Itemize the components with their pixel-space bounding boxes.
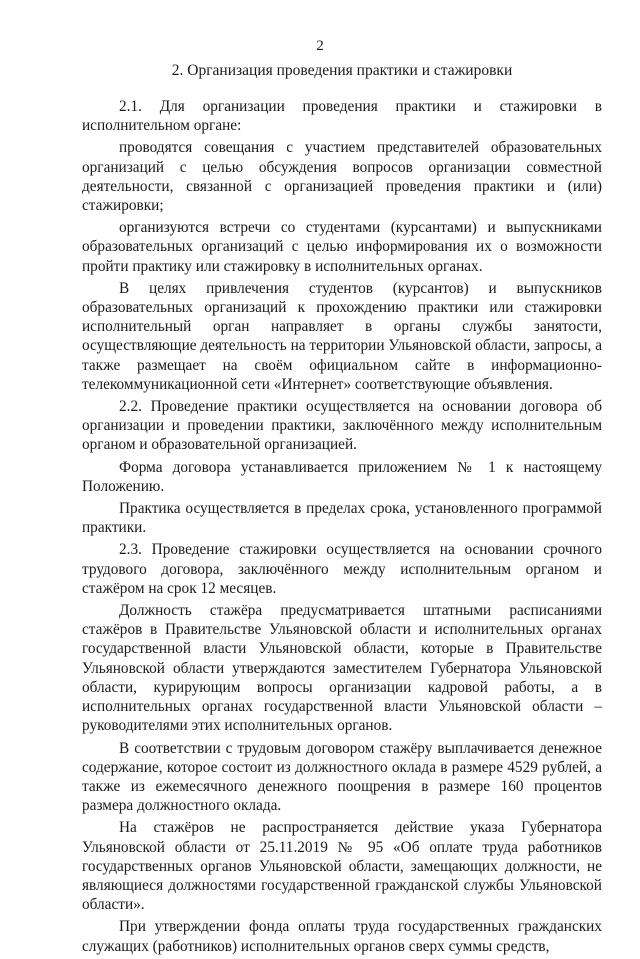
paragraph: 2.2. Проведение практики осуществляется на основании договора об организации и проведении практики, заключённого между исполнительным органом и образовательной организацией.: [82, 398, 602, 454]
paragraph: В соответствии с трудовым договором стажёру выплачивается денежное содержание, которое состоит из должностного оклада в размере 4529 рублей, а также из ежемесячного денежного поощрения в размере 160 процентов размера должностного оклада.: [82, 739, 602, 815]
document-body: [82, 97, 602, 959]
paragraph: На стажёров не распространяется действие указа Губернатора Ульяновской области от 25.11.2019 № 95 «Об оплате труда работников государственных органов Ульяновской области, замещающих должности, не являющиеся должностями государственной гражданской службы Ульяновской области».: [82, 819, 602, 914]
paragraph: 2.1. Для организации проведения практики и стажировки в исполнительном органе:: [82, 98, 602, 135]
paragraph: Форма договора устанавливается приложением № 1 к настоящему Положению.: [82, 458, 602, 495]
section-heading: 2. Организация проведения практики и стажировки: [171, 62, 513, 79]
page-number: 2: [316, 38, 324, 54]
paragraph: Практика осуществляется в пределах срока, установленного программой практики.: [82, 500, 602, 537]
paragraph: 2.3. Проведение стажировки осуществляется на основании срочного трудового договора, заключённого между исполнительным органом и стажёром на срок 12 месяцев.: [82, 541, 602, 597]
paragraph: проводятся совещания с участием представителей образовательных организаций с целью обсуждения вопросов организации совместной деятельности, связанной с организацией проведения практики и (или) стажировки;: [82, 139, 602, 215]
paragraph: При утверждении фонда оплаты труда государственных гражданских служащих (работников) исполнительных органов сверх суммы средств,: [82, 918, 602, 955]
paragraph: В целях привлечения студентов (курсантов) и выпускников образовательных организаций к прохождению практики или стажировки исполнительный орган направляет в органы службы занятости, осуществляющие деятельность на территории Ульяновской области, запросы, а также размещает на своём официальном сайте в информационно-телекоммуникационной сети «Интернет» соответствующие объявления.: [82, 279, 602, 393]
paragraph: Должность стажёра предусматривается штатными расписаниями стажёров в Правительстве Ульяновской области и исполнительных органах государственной власти Ульяновской области, которые в Правительстве Ульяновской области утверждаются заместителем Губернатора Ульяновской области, курирующим вопросы организации кадровой работы, а в исполнительных органах государственной власти Ульяновской области – руководителями этих исполнительных органов.: [82, 602, 602, 735]
paragraph: организуются встречи со студентами (курсантами) и выпускниками образовательных организаций с целью информирования их о возможности пройти практику или стажировку в исполнительных органах.: [82, 219, 602, 275]
